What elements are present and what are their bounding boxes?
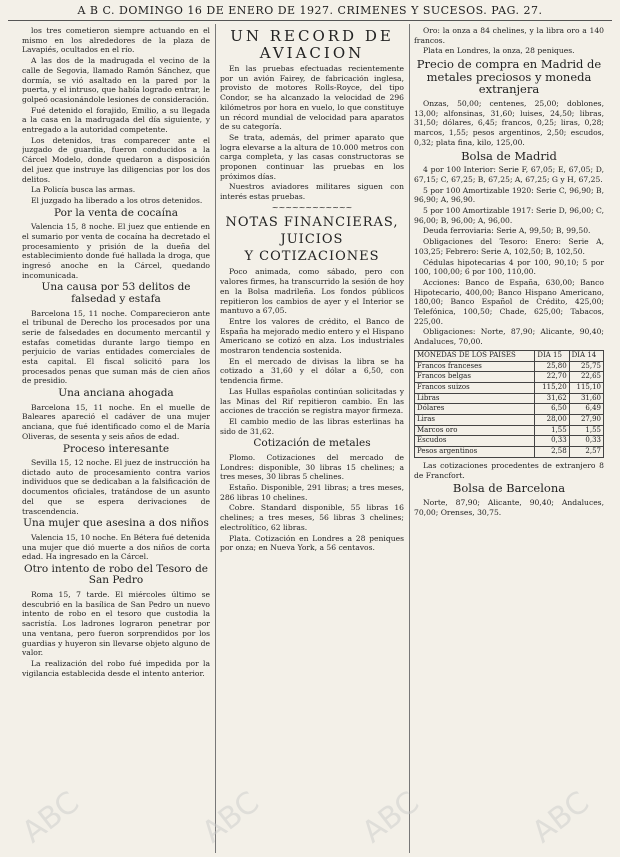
paragraph: 5 por 100 Amortizable 1920: Serie C, 96,90; B, 96,90; A, 96,90. [414, 185, 604, 205]
paragraph: Estaño. Disponible, 291 libras; a tres meses, 286 libras 10 chelines. [220, 483, 404, 502]
paragraph: El cambio medio de las libras esterlinas ha sido de 31,62. [220, 416, 404, 436]
header-text: A B C. DOMINGO 16 DE ENERO DE 1927. CRIMENES Y SUCESOS. PAG. 27. [77, 4, 543, 17]
paragraph: En el mercado de divisas la libra se ha cotizado a 31,60 y el dólar a 6,50, con tendencia firme. [220, 356, 404, 386]
ornament-divider: ~~~~~~~~~~~~ [271, 202, 353, 212]
headline-robo: Otro intento de robo del Tesoro de San Pedro [23, 562, 209, 587]
rate-day15: 6,50 [535, 404, 569, 415]
rate-day14: 2,57 [569, 447, 603, 458]
headline-causa: Una causa por 53 delitos de falsedad y estafa [41, 281, 191, 305]
exchange-table [414, 350, 604, 458]
column-1 [22, 26, 210, 851]
rate-day15: 31,62 [535, 393, 569, 404]
paragraph: Plata en Londres, la onza, 28 peniques. [423, 46, 575, 56]
paragraph: La realización del robo fué impedida por la vigilancia establecida desde el intento anterior. [22, 658, 210, 678]
paragraph: Acciones: Banco de España, 630,00; Banco Hipotecario, 400,00; Banco Hispano Americano, 180,00; Banco Español de Crédito, 425,00; Telefónica, 100,50; Chade, 625,00; Tabacos, 225,00. [414, 277, 604, 326]
paragraph: los tres cometieron siempre actuando en el mismo en los alrededores de la plaza de Lavapiés, ocultados en el río. [22, 26, 210, 55]
paragraph: Onzas, 50,00; centenes, 25,00; doblones, 13,00; alfonsinas, 31,60; luises, 24,50; libras, 31,50; dólares, 6,45; francos, 0,25; liras, 0,28; marcos, 1,55; pesos argentinos, 2,50; escudos, 0,32; plata fina, kilo, 125,00. [414, 99, 604, 147]
paragraph: El juzgado ha liberado a los otros detenidos. [31, 195, 203, 205]
headline-ahogada: Una anciana ahogada [58, 387, 174, 400]
paragraph: Roma 15, 7 tarde. El miércoles último se descubrió en la basílica de San Pedro un nuevo intento de robo en el tesoro que custodia la sacristía. Los ladrones lograron penetrar por una ventana, pero fueron sorprendidos por los guardias y huyeron sin llevarse objeto alguno de valor. [22, 590, 210, 658]
paragraph: Cédulas hipotecarias 4 por 100, 90,10; 5 por 100, 100,00; 6 por 100, 110,00. [414, 257, 604, 277]
currency-name: Liras [415, 415, 535, 426]
rate-day15: 22,70 [535, 372, 569, 383]
paragraph: Se trata, además, del primer aparato que logra elevarse a la altura de 10.000 metros con carga completa, y las casas constructoras se proponen continuar las pruebas en los próximos días. [220, 132, 404, 181]
rate-day14: 27,90 [569, 415, 603, 426]
paragraph: 5 por 100 Amortizable 1917: Serie D, 96,00; C, 96,00; B, 96,00; A, 96,00. [414, 206, 604, 225]
paragraph: 4 por 100 Interior: Serie F, 67,05; E, 67,05; D, 67,15; C, 67,25; B, 67,25; A, 67,25; G y H, 67,25. [414, 165, 604, 184]
paragraph: Las Hullas españolas continúan solicitadas y las Minas del Rif repitieron cambio. En las acciones de tracción se registra mayor firmeza. [220, 386, 404, 416]
rate-day15: 25,80 [535, 361, 569, 372]
table-row [415, 372, 604, 383]
paragraph: A las dos de la madrugada el vecino de la calle de Segovia, llamado Ramón Sánchez, que dormía, se vió asaltado en la pared por la puerta, y el intruso, que había logrado entrar, le golpeó ocasionándole lesiones de consideración. [22, 56, 210, 104]
rate-day15: 0,33 [535, 436, 569, 447]
headline-precio: Precio de compra en Madrid de metales preciosos y moneda extranjera [416, 57, 602, 97]
currency-name: Francos franceses [415, 361, 535, 372]
currency-name: Libras [415, 393, 535, 404]
paragraph: Plata. Cotización en Londres a 28 peniques por onza; en Nueva York, a 56 centavos. [220, 533, 404, 553]
watermark-abc: ABC [355, 784, 426, 851]
page-header [8, 4, 612, 21]
headline-cotizaciones: Y COTIZACIONES [244, 249, 380, 265]
paragraph: Sevilla 15, 12 noche. El juez de instrucción ha dictado auto de procesamiento contra varios individuos que se dedicaban a la falsificación de documentos oficiales, tratándose de un asunto del que se espera derivaciones de trascendencia. [22, 458, 210, 516]
rate-day15: 28,00 [535, 415, 569, 426]
paragraph: Fué detenido el forajido, Emilio, a su llegada a la casa en la madrugada del día siguiente, y entregado a la autoridad competente. [22, 105, 210, 135]
headline-bolsa-barcelona: Bolsa de Barcelona [452, 481, 566, 496]
table-header: DIA 14 [569, 350, 603, 361]
rate-day15: 2,58 [535, 447, 569, 458]
table-row [415, 415, 604, 426]
column-rule-2 [409, 24, 410, 853]
column-rule-1 [215, 24, 216, 853]
headline-metales: Cotización de metales [253, 437, 371, 450]
column-2 [220, 26, 404, 851]
paragraph: Deuda ferroviaria: Serie A, 99,50; B, 99,50. [423, 226, 591, 236]
paragraph: La Policía busca las armas. [31, 185, 136, 195]
paragraph: Norte, 87,90; Alicante, 90,40; Andaluces, 70,00; Orenses, 30,75. [414, 497, 604, 517]
headline-proceso: Proceso interesante [62, 442, 170, 455]
paragraph: Barcelona 15, 11 noche. Comparecieron ante el tribunal de Derecho los procesados por una serie de falsedades en documento mercantil y estafas cometidas durante largo tiempo en perjuicio de varias entidades comerciales de esta capital. El fiscal solicitó para los procesados penas que suman más de cien años de presidio. [22, 308, 210, 386]
rate-day14: 1,55 [569, 425, 603, 436]
rate-day14: 25,75 [569, 361, 603, 372]
paragraph: Entre los valores de crédito, el Banco de España ha mejorado medio entero y el Hispano Americano se cotizó en alza. Los industriales mostraron tendencia sostenida. [220, 316, 404, 356]
paragraph: Los detenidos, tras comparecer ante el juzgado de guardia, fueron conducidos a la Cárcel Modelo, donde quedaron a disposición del juez que instruye las diligencias por los dos delitos. [22, 135, 210, 184]
headline-notas: NOTAS FINANCIERAS, [225, 214, 399, 230]
currency-name: Pesos argentinos [415, 447, 535, 458]
headline-record: UN RECORD DE AVIACION [230, 27, 394, 62]
watermark-abc: ABC [15, 784, 86, 851]
rate-day14: 22,65 [569, 372, 603, 383]
column-3 [414, 26, 604, 851]
table-row [415, 393, 604, 404]
table-row [415, 447, 604, 458]
table-header: MONEDAS DE LOS PAISES [415, 350, 535, 361]
rate-day14: 6,49 [569, 404, 603, 415]
paragraph: Obligaciones del Tesoro: Enero: Serie A, 103,25; Febrero: Serie A, 102,50; B, 102,50. [414, 237, 604, 256]
table-row [415, 361, 604, 372]
rate-day14: 0,33 [569, 436, 603, 447]
table-header: DIA 15 [535, 350, 569, 361]
rate-day15: 1,55 [535, 425, 569, 436]
paragraph: Barcelona 15, 11 noche. En el muelle de Baleares apareció el cadáver de una mujer anciana, que fué identificado como el de María Oliveras, de sesenta y seis años de edad. [22, 402, 210, 441]
paragraph: Cobre. Standard disponible, 55 libras 16 chelines; a tres meses, 56 libras 3 chelines; electrolítico, 62 libras. [220, 503, 404, 532]
currency-name: Escudos [415, 436, 535, 447]
paragraph: Oro: la onza a 84 chelines, y la libra oro a 140 francos. [414, 26, 604, 45]
table-row [415, 404, 604, 415]
currency-name: Dólares [415, 404, 535, 415]
paragraph: Las cotizaciones procedentes de extranjero 8 de Francfort. [414, 460, 604, 480]
paragraph: Obligaciones: Norte, 87,90; Alicante, 90,40; Andaluces, 70,00. [414, 327, 604, 347]
paragraph: Valencia 15, 10 noche. En Bétera fué detenida una mujer que dió muerte a dos niños de corta edad. Ha ingresado en la Cárcel. [22, 532, 210, 562]
watermark-abc: ABC [195, 784, 266, 851]
currency-name: Marcos oro [415, 425, 535, 436]
rate-day15: 115,20 [535, 382, 569, 393]
table-row [415, 436, 604, 447]
table-row [415, 425, 604, 436]
paragraph: Poco animada, como sábado, pero con valores firmes, ha transcurrido la sesión de hoy en la Bolsa madrileña. Los fondos públicos repitieron los cambios de ayer y el Interior se mantuvo a 67,05. [220, 267, 404, 316]
rate-day14: 31,60 [569, 393, 603, 404]
table-row [415, 382, 604, 393]
headline-cocaina: Por la venta de cocaína [54, 206, 178, 219]
paragraph: En las pruebas efectuadas recientemente por un avión Fairey, de fabricación inglesa, provisto de motores Rolls-Royce, del tipo Condor, se ha alcanzado la velocidad de 296 kilómetros por hora en vuelo, lo que constituye un récord mundial de velocidad para aparatos de su categoría. [220, 64, 404, 132]
headline-ninos: Una mujer que asesina a dos niños [23, 517, 209, 530]
headline-bolsa-madrid: Bolsa de Madrid [461, 148, 557, 163]
currency-name: Francos suizos [415, 382, 535, 393]
currency-name: Francos belgas [415, 372, 535, 383]
paragraph: Plomo. Cotizaciones del mercado de Londres: disponible, 30 libras 15 chelines; a tres meses, 30 libras 5 chelines. [220, 452, 404, 482]
rate-day14: 115,10 [569, 382, 603, 393]
headline-juicios: JUICIOS [280, 231, 344, 247]
watermark-abc: ABC [525, 784, 596, 851]
paragraph: Nuestros aviadores militares siguen con interés estas pruebas. [220, 182, 404, 202]
paragraph: Valencia 15, 8 noche. El juez que entiende en el sumario por venta de cocaína ha decretado el procesamiento y prisión de la dueña del establecimiento donde fué hallada la droga, que ingresó anoche en la Cárcel, quedando incomunicada. [22, 222, 210, 280]
